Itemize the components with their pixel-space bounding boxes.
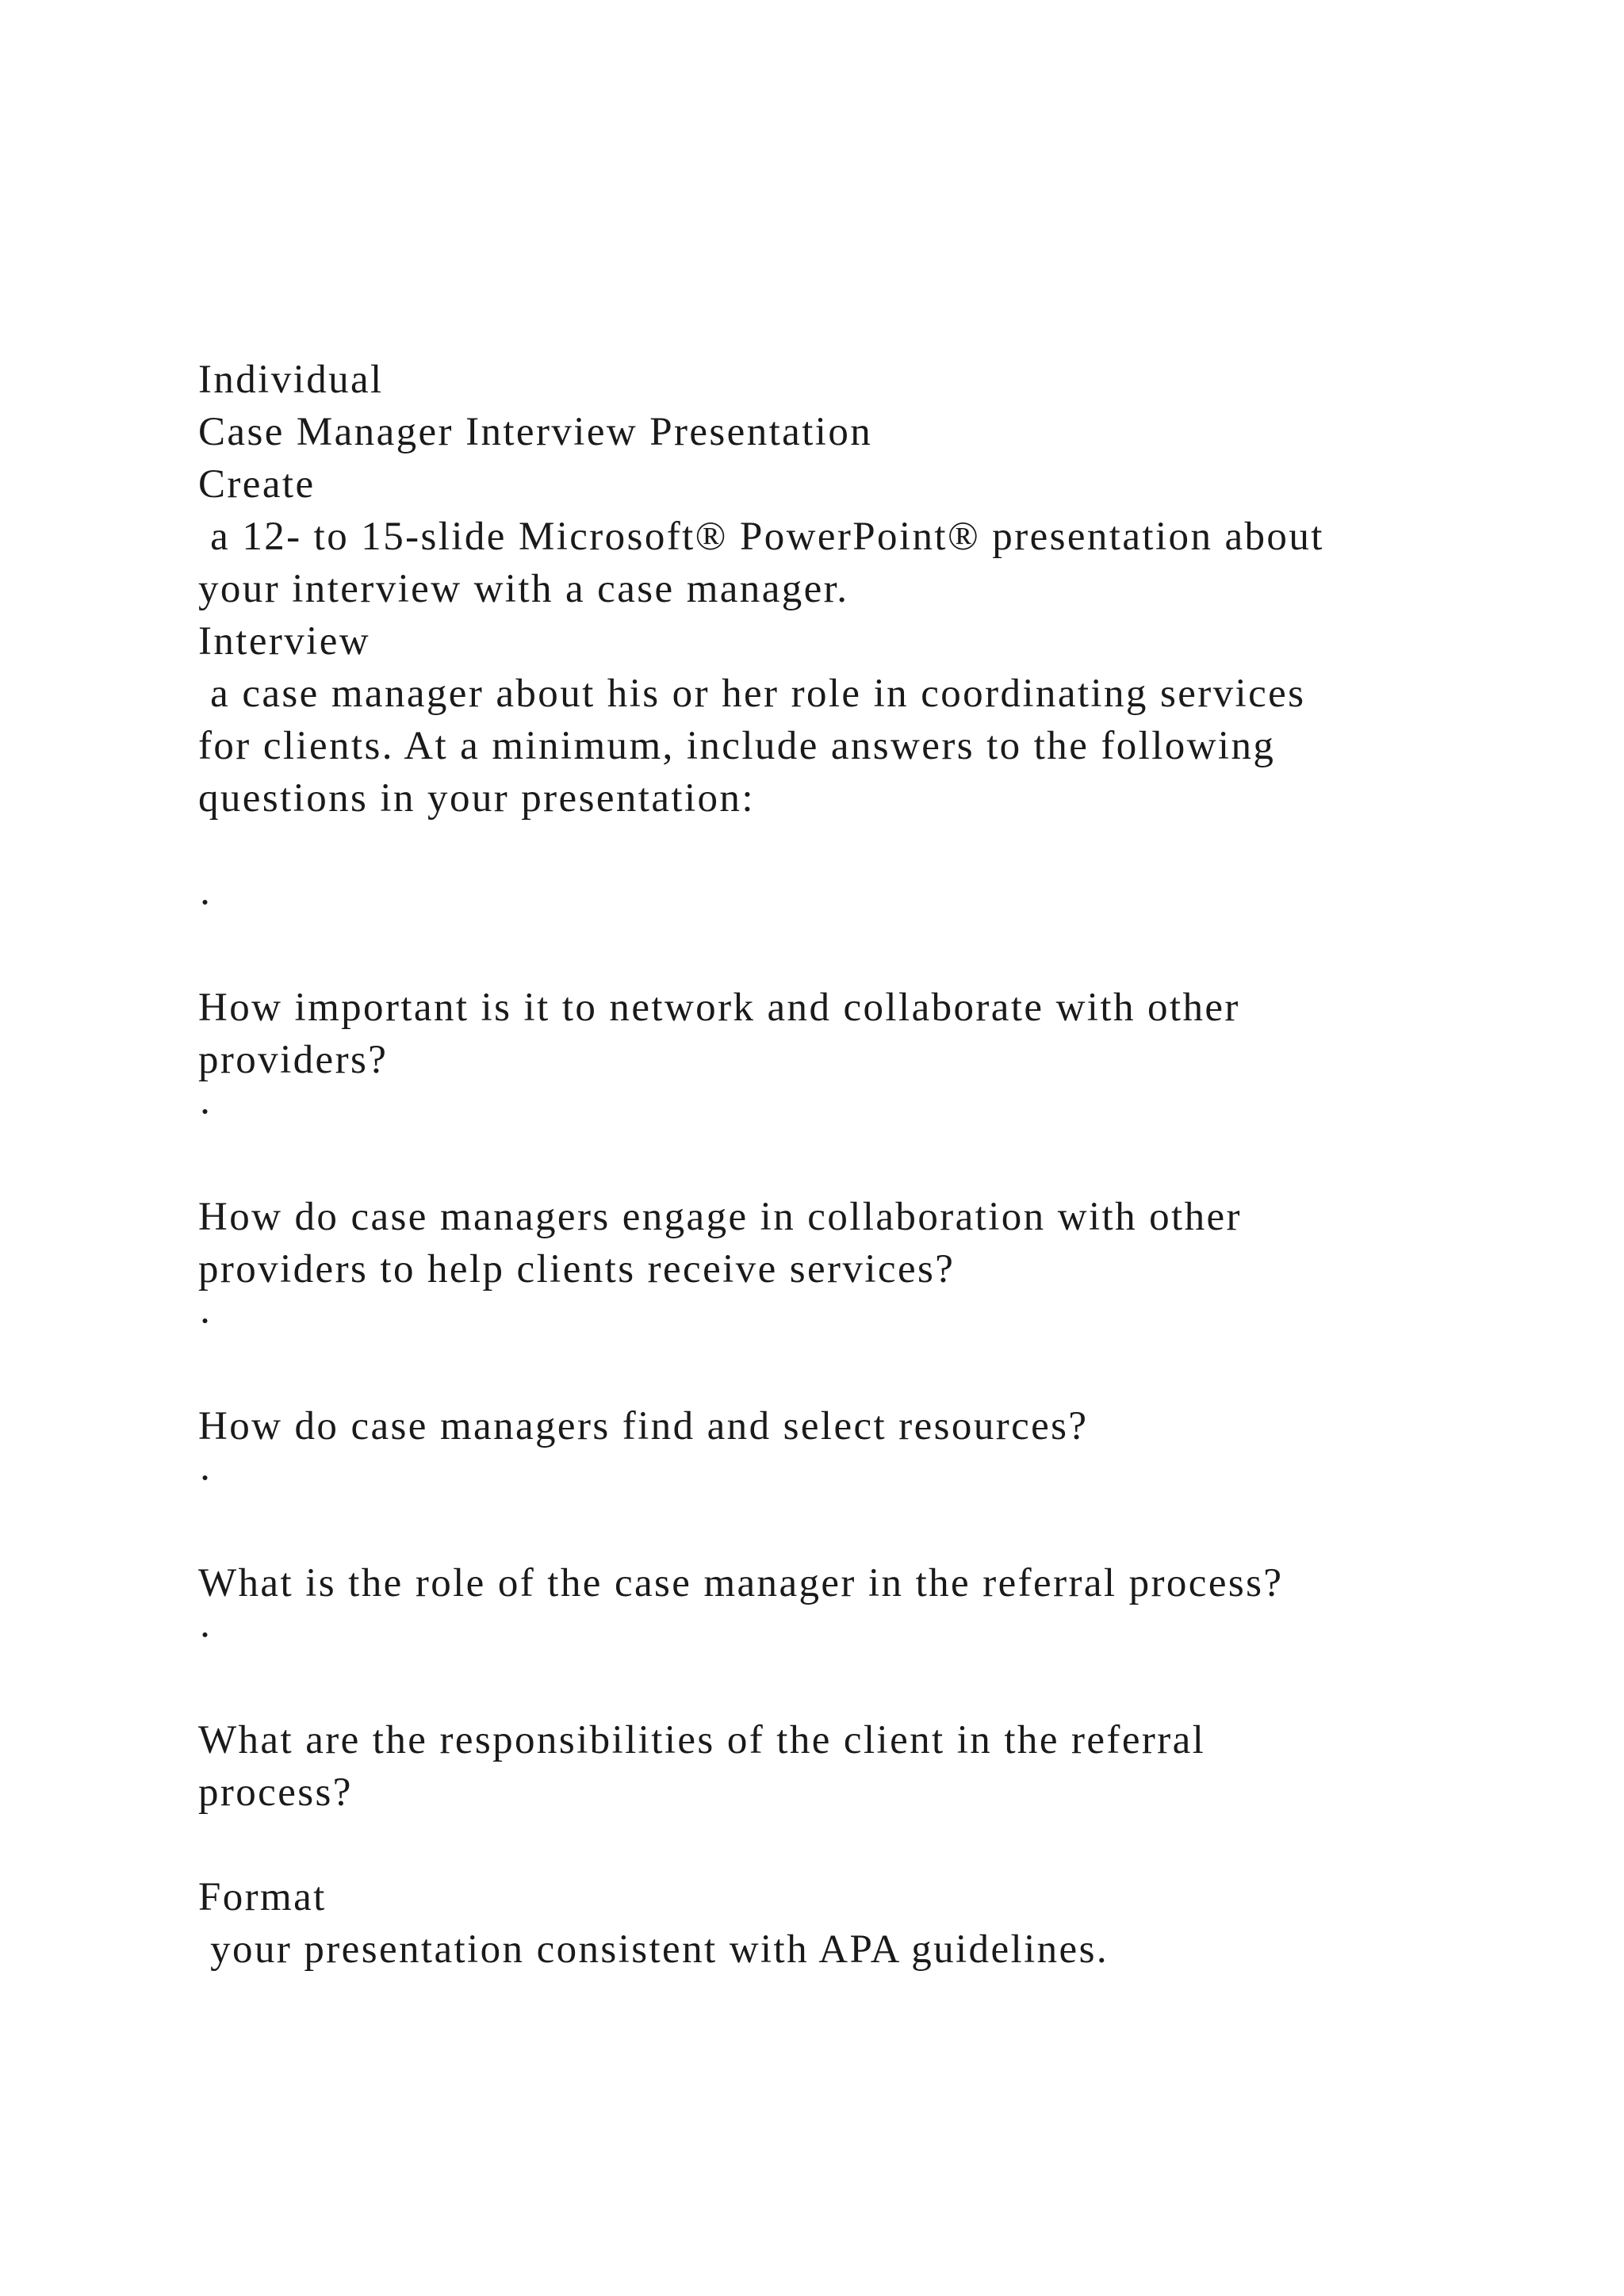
bullet-marker: · [198, 1456, 214, 1501]
blank-line [198, 1662, 1499, 1714]
format-text-line: your presentation consistent with APA guidelines. [198, 1927, 1109, 1972]
question-line: process? [198, 1770, 353, 1815]
blank-line [198, 1138, 1499, 1191]
create-text-line: a 12- to 15-slide Microsoft® PowerPoint® presentation about [198, 515, 1324, 559]
blank-line [198, 1505, 1499, 1557]
create-label: Create [198, 462, 316, 507]
blank-line [198, 1348, 1499, 1400]
question-line: How important is it to network and collaborate with other [198, 985, 1240, 1030]
bullet-marker: · [198, 881, 214, 925]
question-line: How do case managers find and select resources? [198, 1404, 1089, 1448]
question-line: providers to help clients receive services? [198, 1247, 956, 1292]
interview-text-line: for clients. At a minimum, include answers to the following [198, 724, 1276, 768]
question-line: What are the responsibilities of the client in the referral [198, 1718, 1206, 1762]
question-line: What is the role of the case manager in the referral process? [198, 1561, 1284, 1605]
bullet-marker: · [198, 1090, 214, 1135]
bullet-marker: · [198, 1613, 214, 1658]
blank-line [198, 929, 1499, 982]
interview-label: Interview [198, 619, 371, 664]
question-line: How do case managers engage in collaboration with other [198, 1195, 1242, 1239]
interview-text-line: a case manager about his or her role in coordinating services [198, 672, 1306, 716]
question-line: providers? [198, 1038, 389, 1082]
blank-line [198, 1819, 1499, 1871]
format-label: Format [198, 1875, 327, 1919]
document-body [198, 354, 1499, 1976]
create-text-line: your interview with a case manager. [198, 567, 849, 611]
blank-line [198, 825, 1499, 877]
interview-text-line: questions in your presentation: [198, 776, 755, 821]
heading-line-individual: Individual [198, 358, 384, 402]
heading-line-title: Case Manager Interview Presentation [198, 410, 873, 454]
bullet-marker: · [198, 1299, 214, 1344]
